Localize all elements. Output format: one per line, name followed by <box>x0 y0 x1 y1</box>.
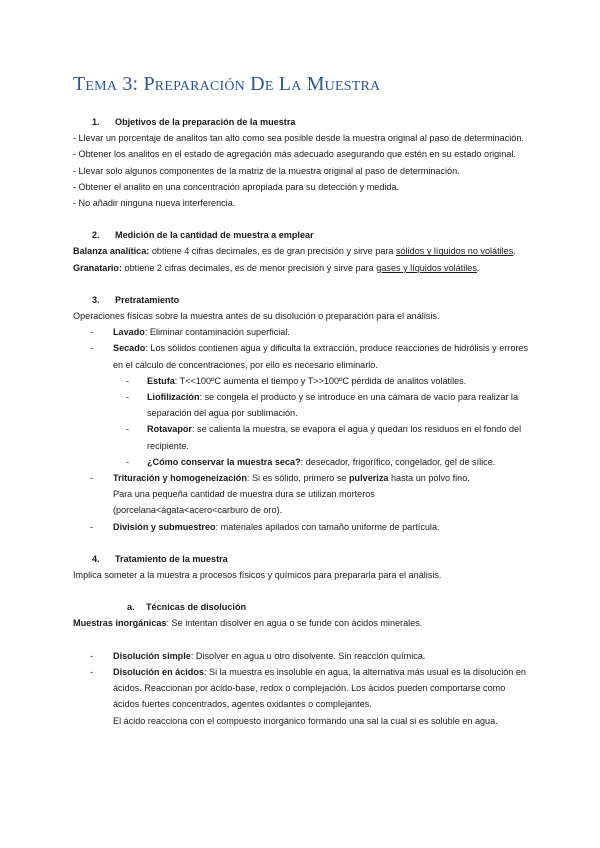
bullet-dash: - <box>90 473 94 484</box>
subsection-a-heading <box>73 599 533 615</box>
bullet-dash: - <box>126 375 130 386</box>
section-3-number: 3. <box>92 294 100 305</box>
balanza-text: obtiene 4 cifras decimales, es de gran precisión y sirve para <box>149 246 396 257</box>
objective-2: - Obtener los analitos en el estado de agregación más adecuado asegurando que estén en su estado original. <box>73 149 516 160</box>
inorganicas-paragraph <box>73 615 533 631</box>
section-1-title: Objetivos de la preparación de la muestra <box>115 117 296 127</box>
list-item-estufa <box>73 373 533 389</box>
disolucion-acidos-label: Disolución en ácidos <box>113 666 204 677</box>
bullet-dash: - <box>90 666 94 677</box>
pretratamiento-intro: Operaciones físicas sobre la muestra antes de su disolución o preparación para el análisis. <box>73 311 440 322</box>
objective-4: - Obtener el analito en una concentración apropiada para su detección y medida. <box>73 181 400 192</box>
inorganicas-label: Muestras inorgánicas <box>73 618 167 629</box>
document-page <box>73 72 533 729</box>
subsection-a-title: Técnicas de disolución <box>146 602 247 613</box>
lavado-label: Lavado <box>113 327 145 338</box>
trituracion-label: Trituración y homogeneización <box>113 473 247 484</box>
inorganicas-text: : Se intentan disolver en agua o se funde con ácidos minerales. <box>166 618 423 629</box>
granatario-label: Granatario: <box>73 262 123 273</box>
objective-5: - No añadir ninguna nueva interferencia. <box>73 198 236 209</box>
list-item-division <box>73 519 533 535</box>
disolucion-acidos-text: : Si la muestra es insoluble en agua, la alternativa más usual es la disolución en ácidos. Reaccionan por ácido-base, redox o complejación. Los ácidos pueden comportarse como ácidos fuertes concentrados, agentes oxidantes o complejantes. <box>113 666 526 710</box>
bullet-dash: - <box>90 650 94 661</box>
list-item-lavado <box>73 324 533 340</box>
lavado-text: : Eliminar contaminación superficial. <box>144 327 290 338</box>
balanza-paragraph <box>73 243 533 259</box>
granatario-end: . <box>476 262 480 273</box>
bullet-dash: - <box>90 327 94 338</box>
bullet-dash: - <box>90 521 94 532</box>
granatario-paragraph <box>73 260 533 276</box>
section-2-number: 2. <box>92 230 100 241</box>
list-item-liofilizacion <box>73 389 533 421</box>
granatario-text: obtiene 2 cifras decimales, es de menor precisión y sirve para <box>122 262 377 273</box>
section-1-heading <box>73 114 533 130</box>
rotavapor-text: : se calienta la muestra, se evapora el agua y quedan los residuos en el fondo del recipiente. <box>147 424 522 451</box>
conservar-text: : desecador, frigorífico, congelador, gel de sílice. <box>300 456 496 467</box>
secado-label: Secado <box>113 343 146 354</box>
objective-3: - Llevar solo algunos componentes de la matriz de la muestra original al paso de determinación. <box>73 165 460 176</box>
section-4-number: 4. <box>92 553 100 564</box>
section-2-heading <box>73 227 533 243</box>
section-2-title: Medición de la cantidad de muestra a emplear <box>115 230 314 241</box>
division-text: : materiales apilados con tamaño uniforme de partícula. <box>215 521 440 532</box>
list-item-disolucion-acidos <box>73 664 533 713</box>
disolucion-simple-text: : Disolver en agua u otro disolvente. Sin reacción química. <box>190 650 426 661</box>
list-item-rotavapor <box>73 421 533 453</box>
list-item-secado <box>73 340 533 372</box>
secado-text: : Los sólidos contienen agua y dificulta la extracción, produce reacciones de hidrólisis y errores en el cálculo de concentraciones, por ello es necesario eliminarlo. <box>113 343 529 370</box>
liofilizacion-text: : se congela el producto y se introduce en una cámara de vacío para realizar la separación del agua por sublimación. <box>147 392 519 419</box>
bullet-dash: - <box>126 456 130 467</box>
document-title: Tema 3: Preparación De La Muestra <box>73 73 381 95</box>
section-4-heading <box>73 551 533 567</box>
conservar-label: ¿Cómo conservar la muestra seca? <box>147 456 301 467</box>
list-item-trituracion <box>73 470 533 486</box>
trituracion-line-2: Para una pequeña cantidad de muestra dura se utilizan morteros <box>113 489 375 500</box>
section-1-number: 1. <box>92 117 100 127</box>
division-label: División y submuestreo <box>113 521 216 532</box>
balanza-label: Balanza analítica: <box>73 246 150 257</box>
balanza-end: . <box>513 246 516 257</box>
objective-1: - Llevar un porcentaje de analitos tan alto como sea posible desde la muestra original al paso de determinación. <box>73 133 524 144</box>
trituracion-text-2: hasta un polvo fino. <box>388 473 470 484</box>
section-4-title: Tratamiento de la muestra <box>115 553 228 564</box>
trituracion-bold: pulveriza <box>349 473 389 484</box>
bullet-dash: - <box>126 424 130 435</box>
disolucion-simple-label: Disolución simple <box>113 650 191 661</box>
tratamiento-intro: Implica someter a la muestra a procesos físicos y químicos para prepararla para el análisis. <box>73 570 442 581</box>
disolucion-acidos-line-2: El ácido reacciona con el compuesto inorgánico formando una sal la cual si es soluble en agua. <box>113 715 498 726</box>
estufa-text: : T<<100ºC aumenta el tiempo y T>>100ºC pérdida de analitos volátiles. <box>174 375 467 386</box>
list-item-disolucion-simple <box>73 648 533 664</box>
granatario-underlined: gases y líquidos volátiles <box>376 262 477 273</box>
trituracion-line-3: (porcelana<ágata<acero<carburo de oro). <box>113 505 283 516</box>
section-3-title: Pretratamiento <box>115 294 180 305</box>
estufa-label: Estufa <box>147 375 175 386</box>
trituracion-text-1: : Si es sólido, primero se <box>246 473 349 484</box>
balanza-underlined: sólidos y líquidos no volátiles <box>396 246 514 257</box>
list-item-conservar <box>73 454 533 470</box>
bullet-dash: - <box>90 343 94 354</box>
rotavapor-label: Rotavapor <box>147 424 192 435</box>
bullet-dash: - <box>126 392 130 403</box>
liofilizacion-label: Liofilización <box>147 392 200 403</box>
subsection-a-number: a. <box>127 602 135 613</box>
section-3-heading <box>73 292 533 308</box>
